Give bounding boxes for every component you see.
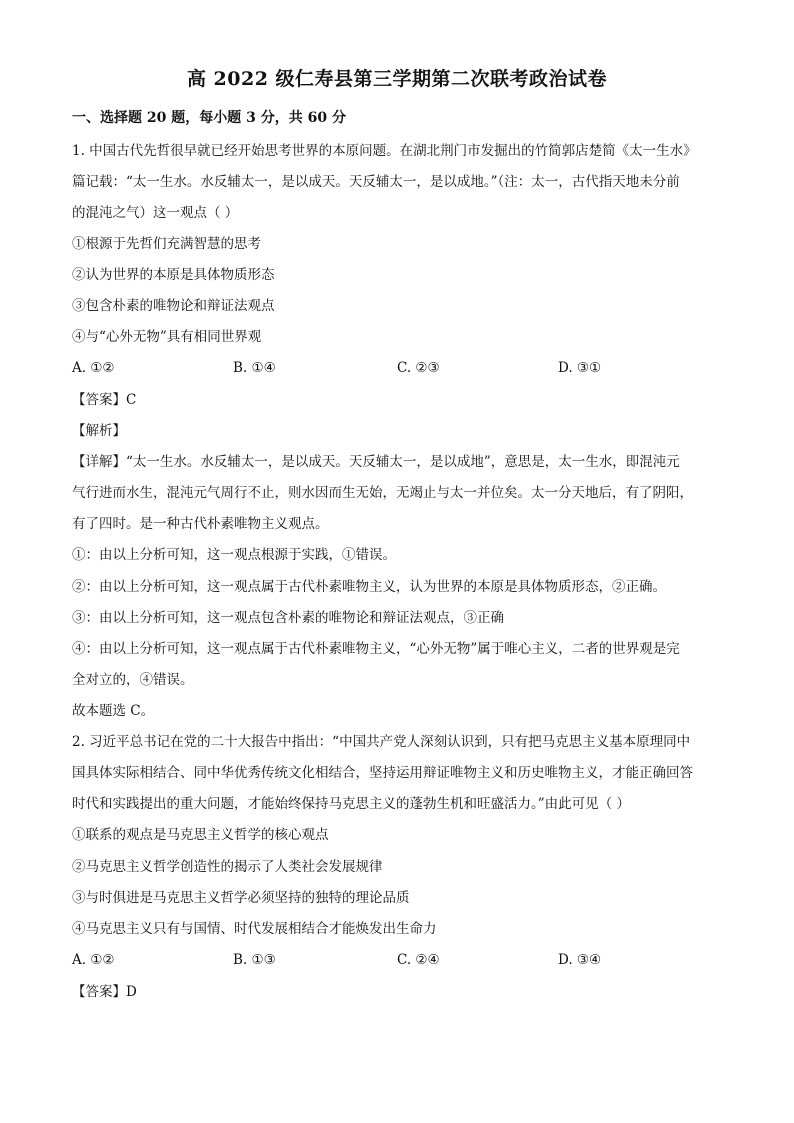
q2-answer: 【答案】D — [72, 984, 137, 1000]
q2-stem-line: 国具体实际相结合、同中华优秀传统文化相结合，坚持运用辩证唯物主义和历史唯物主义，才能正确回答 — [72, 765, 693, 781]
q1-options — [72, 360, 722, 378]
q2-statement: ①联系的观点是马克思主义哲学的核心观点 — [72, 827, 329, 843]
q2-stem-line: 时代和实践提出的重大问题，才能始终保持马克思主义的蓬勃生机和旺盛活力。”由此可见（ ） — [72, 796, 630, 812]
q1-statement: ②认为世界的本原是具体物质形态 — [72, 267, 275, 283]
section-heading: 一、选择题 20 题，每小题 3 分，共 60 分 — [72, 110, 346, 126]
q1-detail-line: 全对立的，④错误。 — [72, 672, 194, 688]
q1-stem-line: 篇记载：“太一生水。水反辅太一，是以成天。天反辅太一，是以成地。”（注：太一，古代指天地未分前 — [72, 174, 680, 190]
q2-options — [72, 952, 722, 970]
q2-option-a: A. ①② — [72, 952, 115, 968]
q1-stem-line: 1. 中国古代先哲很早就已经开始思考世界的本原问题。在湖北荆门市发掘出的竹简郭店楚简《太一生水》 — [72, 143, 697, 159]
q2-option-b: B. ①③ — [233, 952, 276, 968]
q1-statement: ③包含朴素的唯物论和辩证法观点 — [72, 298, 275, 314]
q1-detail-line: 气行进而水生，混沌元气周行不止，则水因而生无始，无竭止与太一并位矣。太一分天地后，有了阴阳， — [72, 485, 693, 501]
q2-option-c: C. ②④ — [397, 952, 440, 968]
q1-option-b: B. ①④ — [233, 360, 276, 376]
q1-detail-line: 【详解】“太一生水。水反辅太一，是以成天。天反辅太一，是以成地”，意思是，太一生水，即混沌元 — [72, 454, 680, 470]
q2-stem-line: 2. 习近平总书记在党的二十大报告中指出：“中国共产党人深刻认识到，只有把马克思主义基本原理同中 — [72, 734, 691, 750]
q1-statement: ④与“心外无物”具有相同世界观 — [72, 329, 262, 345]
q2-option-d: D. ③④ — [558, 952, 602, 968]
q1-stem-line: 的混沌之气）这一观点（ ） — [72, 205, 239, 221]
q1-conclusion: 故本题选 C。 — [72, 703, 155, 719]
q1-statement: ①根源于先哲们充满智慧的思考 — [72, 236, 261, 252]
q1-detail-line: ③：由以上分析可知，这一观点包含朴素的唯物论和辩证法观点，③正确 — [72, 610, 504, 626]
page-title: 高 2022 级仁寿县第三学期第二次联考政治试卷 — [186, 68, 608, 90]
q2-statement: ④马克思主义只有与国情、时代发展相结合才能焕发出生命力 — [72, 921, 437, 937]
q1-option-a: A. ①② — [72, 360, 115, 376]
q1-detail-line: ②：由以上分析可知，这一观点属于古代朴素唯物主义，认为世界的本原是具体物质形态，②正确。 — [72, 579, 666, 595]
q2-statement: ②马克思主义哲学创造性的揭示了人类社会发展规律 — [72, 859, 383, 875]
q1-detail-line: 有了四时。是一种古代朴素唯物主义观点。 — [72, 516, 329, 532]
q1-detail-line: ①：由以上分析可知，这一观点根源于实践，①错误。 — [72, 547, 396, 563]
q2-statement: ③与时俱进是马克思主义哲学必须坚持的独特的理论品质 — [72, 890, 410, 906]
q1-option-c: C. ②③ — [397, 360, 440, 376]
q1-analysis-label: 【解析】 — [72, 423, 126, 439]
q1-answer: 【答案】C — [72, 392, 137, 408]
q1-detail-line: ④：由以上分析可知，这一观点属于古代朴素唯物主义，“心外无物”属于唯心主义，二者的世界观是完 — [72, 641, 680, 657]
q1-option-d: D. ③① — [558, 360, 602, 376]
